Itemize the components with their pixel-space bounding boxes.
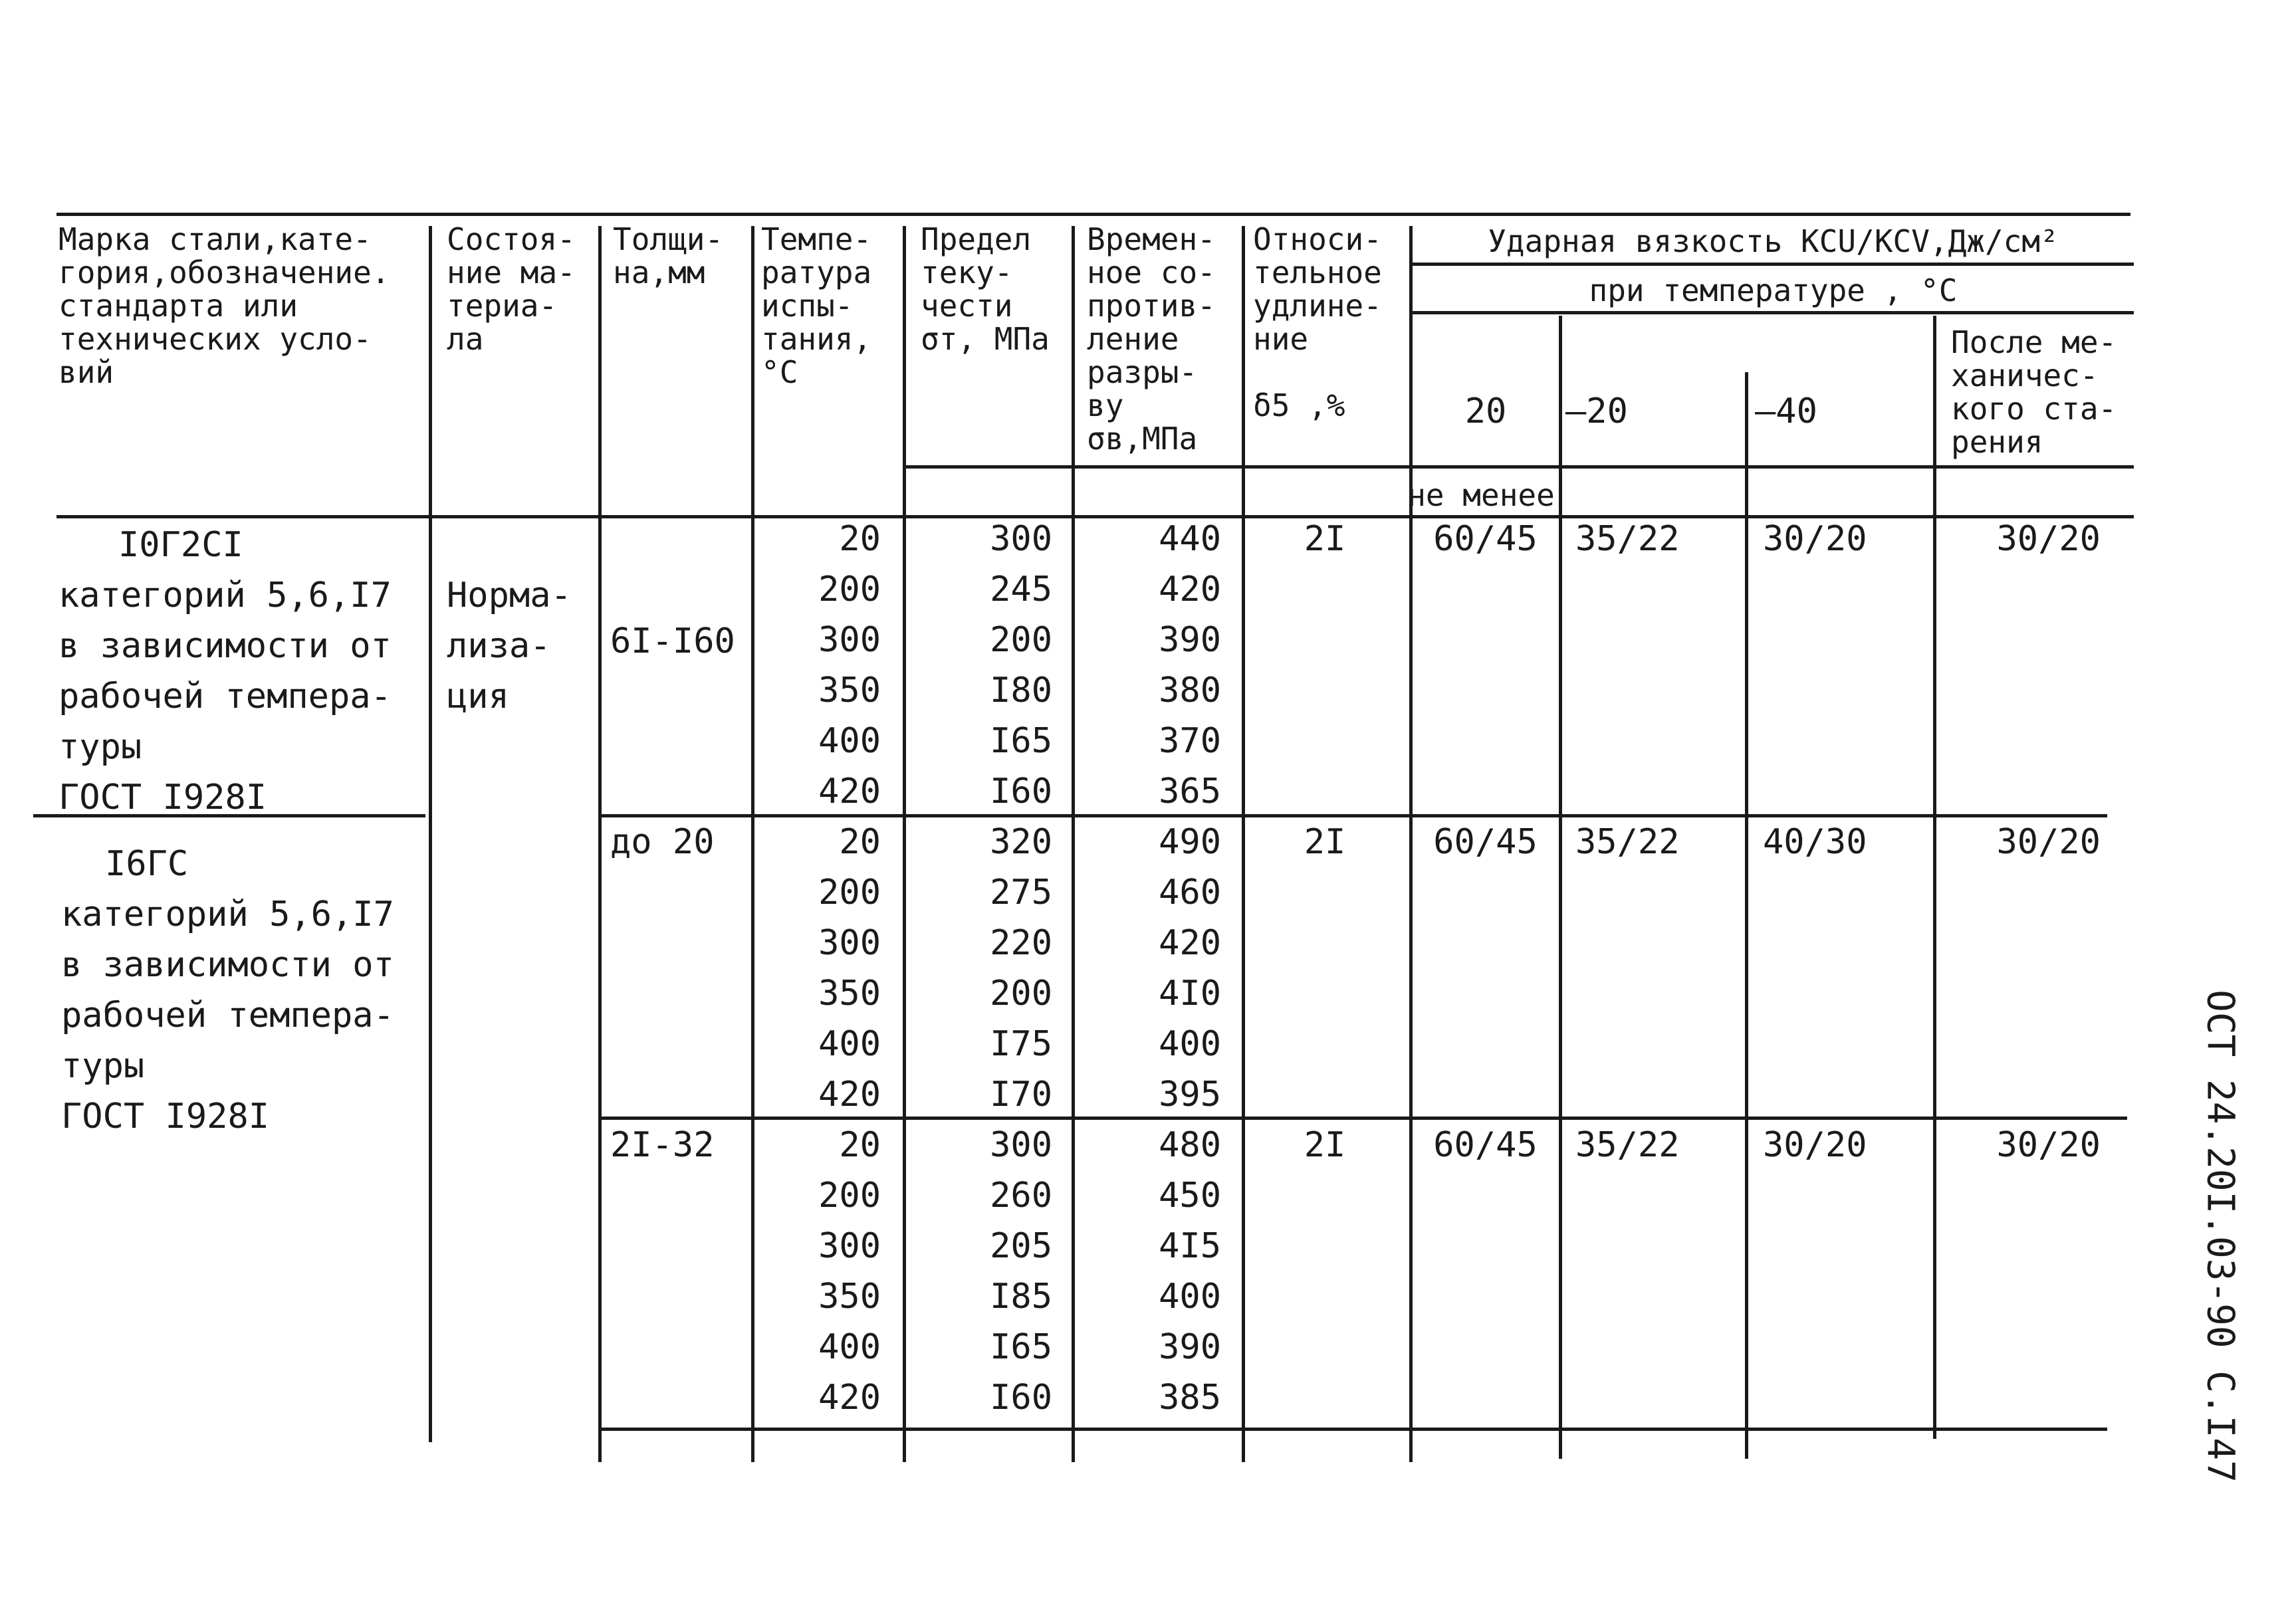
- group3-rule: [598, 1117, 2127, 1120]
- col-divider-kcu-m40: [1745, 372, 1748, 1459]
- thickness-value: 2I-32: [610, 1125, 715, 1165]
- tensile-value: 370: [1159, 721, 1221, 761]
- steel-name: I0Г2СI: [118, 525, 243, 565]
- thickness-value: до 20: [610, 822, 715, 862]
- yield-value: I65: [990, 721, 1052, 761]
- temp-value: 350: [818, 671, 881, 710]
- thickness-value: 6I-I60: [610, 621, 735, 661]
- header-steel-grade: Марка стали,кате- гория,обозначение. стандарта или технических усло- вий: [58, 221, 390, 390]
- header-col-aging: После ме- ханичес- кого ста- рения: [1951, 324, 2117, 460]
- at-temp-rule: [1409, 311, 2134, 314]
- steel-line: категорий 5,6,I7: [61, 895, 394, 934]
- state-value: Норма- лиза- ция: [447, 576, 572, 716]
- steel-line: в зависимости от: [61, 945, 394, 985]
- elongation-value: 2I: [1304, 822, 1346, 862]
- temp-value: 350: [818, 1277, 881, 1317]
- temp-value: 200: [818, 873, 881, 912]
- temp-value: 200: [818, 1176, 881, 1216]
- header-col-20: 20: [1464, 391, 1507, 431]
- tensile-value: 450: [1159, 1176, 1221, 1216]
- yield-value: I65: [990, 1327, 1052, 1367]
- kcu-minus20-value: 35/22: [1575, 1125, 1680, 1165]
- col-divider-aging: [1933, 316, 1936, 1439]
- temp-value: 300: [818, 923, 881, 963]
- header-col-minus20: —20: [1565, 391, 1628, 431]
- temp-value: 400: [818, 1024, 881, 1064]
- elongation-value: 2I: [1304, 1125, 1346, 1165]
- group2-rule: [598, 814, 2107, 817]
- yield-value: I70: [990, 1075, 1052, 1115]
- header-impact-toughness: Ударная вязкость KCU/KCV,Дж/см²: [1488, 223, 2059, 259]
- units-rule: [904, 465, 2134, 469]
- header-bottom-rule: [57, 515, 2134, 518]
- temp-value: 300: [818, 620, 881, 660]
- header-not-less: не менее: [1407, 477, 1555, 513]
- steel-block-2: [61, 839, 433, 1142]
- tensile-value: 490: [1159, 822, 1221, 862]
- tensile-value: 385: [1159, 1378, 1221, 1418]
- steel-line: в зависимости от: [58, 626, 392, 666]
- yield-value: 245: [990, 570, 1052, 609]
- tensile-value: 420: [1159, 570, 1221, 609]
- yield-value: 200: [990, 620, 1052, 660]
- kcu-minus40-value: 30/20: [1763, 1125, 1867, 1165]
- kcu-minus20-value: 35/22: [1575, 822, 1680, 862]
- yield-value: I80: [990, 671, 1052, 710]
- kcu-minus20-value: 35/22: [1575, 519, 1680, 559]
- steel-line: туры: [61, 1046, 145, 1086]
- header-at-temperature: при температуре , °С: [1589, 272, 1958, 308]
- temp-value: 350: [818, 974, 881, 1014]
- steel-line: рабочей темпера-: [61, 996, 394, 1035]
- temp-value: 20: [839, 519, 881, 559]
- header-yield: Предел теку- чести σт, МПа: [921, 221, 1050, 357]
- yield-value: I75: [990, 1024, 1052, 1064]
- tensile-value: 4I0: [1159, 974, 1221, 1014]
- temp-value: 420: [818, 1075, 881, 1115]
- header-tensile: Времен- ное со- против- ление разры- ву σв,МПа: [1087, 221, 1216, 457]
- tensile-value: 440: [1159, 519, 1221, 559]
- tensile-value: 420: [1159, 923, 1221, 963]
- tensile-value: 390: [1159, 620, 1221, 660]
- temp-value: 400: [818, 1327, 881, 1367]
- temp-value: 420: [818, 1378, 881, 1418]
- tensile-value: 365: [1159, 772, 1221, 811]
- temp-value: 420: [818, 772, 881, 811]
- col-divider-state: [429, 226, 432, 1442]
- temp-value: 400: [818, 721, 881, 761]
- header-thickness: Толщи- на,мм: [613, 221, 724, 290]
- col-divider-thickness: [598, 226, 602, 1462]
- yield-value: 220: [990, 923, 1052, 963]
- temp-value: 20: [839, 1125, 881, 1165]
- yield-value: I60: [990, 772, 1052, 811]
- header-temperature: Темпе- ратура испы- тания, °С: [761, 221, 872, 390]
- yield-value: 260: [990, 1176, 1052, 1216]
- yield-value: 300: [990, 519, 1052, 559]
- yield-value: I85: [990, 1277, 1052, 1317]
- document-code-text: ОСТ 24.20I.03-90 С.I47: [2198, 990, 2242, 1483]
- kcu-20-value: 60/45: [1433, 519, 1538, 559]
- steel-block-1: [58, 520, 431, 823]
- tensile-value: 460: [1159, 873, 1221, 912]
- yield-value: I60: [990, 1378, 1052, 1418]
- header-elongation: Относи- тельное удлине- ние δ5 ,%: [1253, 221, 1382, 423]
- yield-value: 320: [990, 822, 1052, 862]
- impact-header-rule: [1409, 263, 2134, 266]
- tensile-value: 400: [1159, 1277, 1221, 1317]
- steel-standard: ГОСТ I928I: [61, 1097, 270, 1136]
- table-top-rule: [57, 213, 2130, 216]
- yield-value: 200: [990, 974, 1052, 1014]
- header-state: Состоя- ние ма- териа- ла: [447, 221, 576, 357]
- temp-value: 300: [818, 1226, 881, 1266]
- elongation-value: 2I: [1304, 519, 1346, 559]
- steel-line: туры: [58, 727, 142, 767]
- steel-line: рабочей темпера-: [58, 677, 392, 716]
- tensile-value: 400: [1159, 1024, 1221, 1064]
- steel-name: I6ГС: [105, 844, 189, 884]
- aging-value: 30/20: [1996, 519, 2101, 559]
- header-col-minus40: —40: [1755, 391, 1817, 431]
- kcu-minus40-value: 40/30: [1763, 822, 1867, 862]
- steel-line: категорий 5,6,I7: [58, 576, 392, 615]
- tensile-value: 390: [1159, 1327, 1221, 1367]
- tensile-value: 395: [1159, 1075, 1221, 1115]
- temp-value: 200: [818, 570, 881, 609]
- kcu-20-value: 60/45: [1433, 1125, 1538, 1165]
- aging-value: 30/20: [1996, 822, 2101, 862]
- kcu-20-value: 60/45: [1433, 822, 1538, 862]
- yield-value: 275: [990, 873, 1052, 912]
- temp-value: 20: [839, 822, 881, 862]
- yield-value: 205: [990, 1226, 1052, 1266]
- table-bottom-rule: [598, 1428, 2107, 1431]
- tensile-value: 4I5: [1159, 1226, 1221, 1266]
- kcu-minus40-value: 30/20: [1763, 519, 1867, 559]
- document-code-side: [2180, 984, 2260, 1489]
- tensile-value: 480: [1159, 1125, 1221, 1165]
- steel-standard: ГОСТ I928I: [58, 778, 267, 817]
- tensile-value: 380: [1159, 671, 1221, 710]
- aging-value: 30/20: [1996, 1125, 2101, 1165]
- yield-value: 300: [990, 1125, 1052, 1165]
